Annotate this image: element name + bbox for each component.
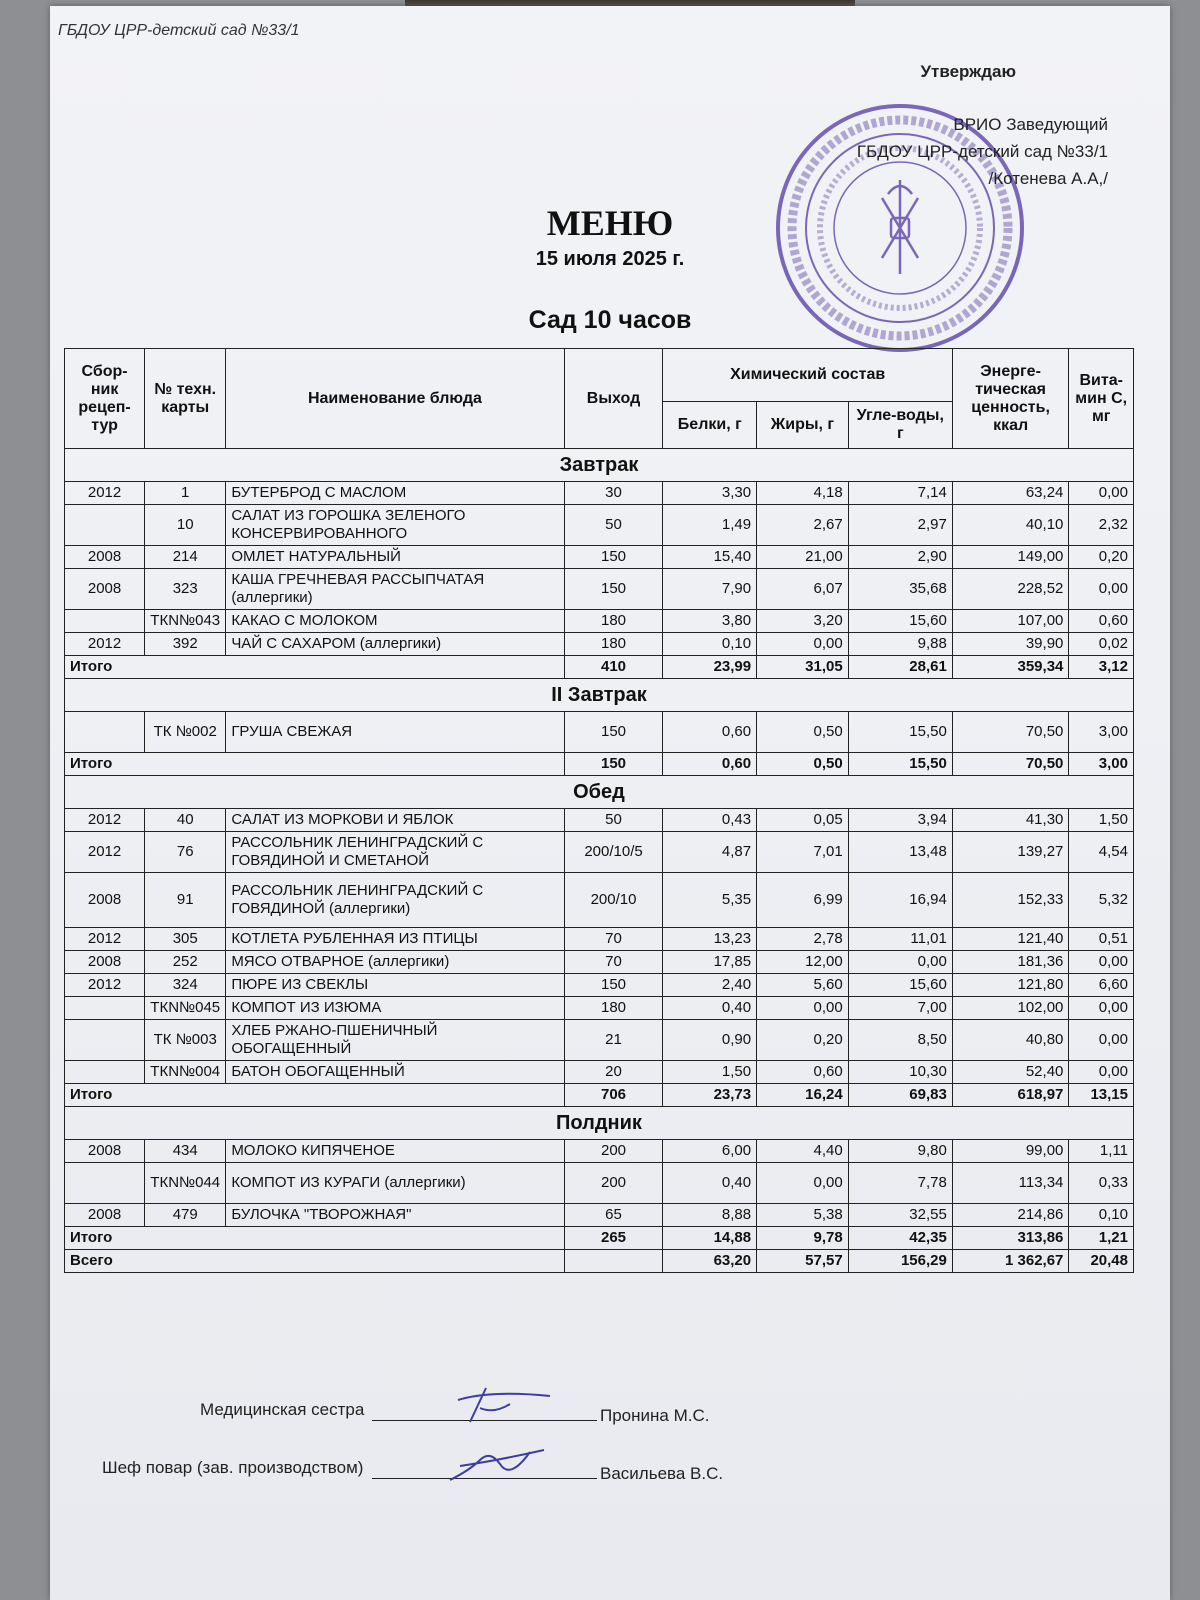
grand-total-carbs: 156,29 [848,1250,952,1273]
cell-vitamin: 0,10 [1069,1204,1134,1227]
grand-total-output [564,1250,663,1273]
cell-card: 479 [145,1204,226,1227]
section-title: II Завтрак [65,679,1134,712]
cell-energy: 99,00 [952,1140,1069,1163]
cell-carbs: 7,14 [848,482,952,505]
total-output: 150 [564,753,663,776]
col-card-no: № техн. карты [145,349,226,449]
cell-fat: 0,20 [757,1020,849,1061]
signature-name: Васильева В.С. [600,1464,724,1483]
total-row [65,1084,1134,1107]
cell-output: 180 [564,610,663,633]
total-carbs: 28,61 [848,656,952,679]
cell-fat: 2,78 [757,928,849,951]
cell-protein: 3,30 [663,482,757,505]
table-row [65,546,1134,569]
cell-energy: 149,00 [952,546,1069,569]
col-carbs: Угле-воды, г [848,402,952,449]
cell-dish: ГРУША СВЕЖАЯ [226,712,564,753]
organization-header: ГБДОУ ЦРР-детский сад №33/1 [58,22,300,39]
cell-carbs: 2,97 [848,505,952,546]
cell-dish: КАША ГРЕЧНЕВАЯ РАССЫПЧАТАЯ (аллергики) [226,569,564,610]
cell-card: 252 [145,951,226,974]
menu-title: МЕНЮ [546,203,674,243]
cell-output: 70 [564,951,663,974]
cell-vitamin: 0,00 [1069,482,1134,505]
table-row [65,1204,1134,1227]
cell-dish: РАССОЛЬНИК ЛЕНИНГРАДСКИЙ С ГОВЯДИНОЙ И СМЕТАНОЙ [226,832,564,873]
table-row [65,633,1134,656]
cell-card: 434 [145,1140,226,1163]
cell-output: 200/10/5 [564,832,663,873]
section-title: Завтрак [65,449,1134,482]
menu-table-wrapper [64,348,1134,1273]
cell-dish: МОЛОКО КИПЯЧЕНОЕ [226,1140,564,1163]
cell-carbs: 10,30 [848,1061,952,1084]
cell-protein: 15,40 [663,546,757,569]
cell-output: 70 [564,928,663,951]
table-row [65,1020,1134,1061]
grand-total-energy: 1 362,67 [952,1250,1069,1273]
cell-collection: 2012 [65,482,145,505]
cell-collection: 2012 [65,928,145,951]
grand-total-row [65,1250,1134,1273]
section-lunch [65,776,1134,1107]
total-row [65,656,1134,679]
cell-card: ТК №002 [145,712,226,753]
cell-fat: 21,00 [757,546,849,569]
cell-card: 40 [145,809,226,832]
cell-collection: 2008 [65,546,145,569]
total-carbs: 42,35 [848,1227,952,1250]
table-row [65,809,1134,832]
approval-institution: ГБДОУ ЦРР-детский сад №33/1 [856,142,1108,161]
cell-vitamin: 4,54 [1069,832,1134,873]
cell-fat: 4,40 [757,1140,849,1163]
cell-fat: 3,20 [757,610,849,633]
cell-card: 392 [145,633,226,656]
cell-protein: 8,88 [663,1204,757,1227]
cell-dish: ПЮРЕ ИЗ СВЕКЛЫ [226,974,564,997]
cell-dish: БУТЕРБРОД С МАСЛОМ [226,482,564,505]
cell-output: 21 [564,1020,663,1061]
cell-card: 214 [145,546,226,569]
cell-fat: 4,18 [757,482,849,505]
total-energy: 70,50 [952,753,1069,776]
cell-carbs: 9,88 [848,633,952,656]
cell-card: 1 [145,482,226,505]
cell-fat: 12,00 [757,951,849,974]
cell-dish: САЛАТ ИЗ МОРКОВИ И ЯБЛОК [226,809,564,832]
cell-carbs: 15,60 [848,610,952,633]
table-row [65,974,1134,997]
cell-collection: 2012 [65,809,145,832]
cell-protein: 7,90 [663,569,757,610]
cell-card: 324 [145,974,226,997]
cell-card: 91 [145,873,226,928]
cell-vitamin: 5,32 [1069,873,1134,928]
cell-energy: 152,33 [952,873,1069,928]
cell-output: 150 [564,974,663,997]
cell-protein: 0,60 [663,712,757,753]
cell-vitamin: 0,60 [1069,610,1134,633]
cell-protein: 0,40 [663,1163,757,1204]
menu-subtitle: Сад 10 часов [528,306,692,334]
total-label: Итого [65,656,565,679]
handwritten-signature [440,1440,550,1486]
cell-fat: 0,00 [757,633,849,656]
table-row [65,482,1134,505]
cell-protein: 1,50 [663,1061,757,1084]
cell-dish: ОМЛЕТ НАТУРАЛЬНЫЙ [226,546,564,569]
total-fat: 0,50 [757,753,849,776]
cell-fat: 0,00 [757,997,849,1020]
cell-dish: МЯСО ОТВАРНОЕ (аллергики) [226,951,564,974]
cell-fat: 2,67 [757,505,849,546]
cell-output: 65 [564,1204,663,1227]
cell-vitamin: 0,00 [1069,1061,1134,1084]
cell-vitamin: 0,51 [1069,928,1134,951]
cell-protein: 0,43 [663,809,757,832]
col-energy: Энерге-тическая ценность, ккал [952,349,1069,449]
cell-protein: 5,35 [663,873,757,928]
cell-dish: КАКАО С МОЛОКОМ [226,610,564,633]
total-label: Итого [65,753,565,776]
cell-energy: 41,30 [952,809,1069,832]
table-row [65,712,1134,753]
grand-total-vitamin: 20,48 [1069,1250,1134,1273]
table-row [65,951,1134,974]
cell-output: 200 [564,1140,663,1163]
cell-energy: 39,90 [952,633,1069,656]
cell-card: ТК №003 [145,1020,226,1061]
cell-carbs: 16,94 [848,873,952,928]
cell-protein: 4,87 [663,832,757,873]
cell-output: 20 [564,1061,663,1084]
cell-energy: 107,00 [952,610,1069,633]
cell-energy: 113,34 [952,1163,1069,1204]
total-vitamin: 3,12 [1069,656,1134,679]
table-row [65,873,1134,928]
cell-carbs: 11,01 [848,928,952,951]
cell-protein: 2,40 [663,974,757,997]
cell-vitamin: 0,33 [1069,1163,1134,1204]
cell-dish: КОМПОТ ИЗ КУРАГИ (аллергики) [226,1163,564,1204]
total-label: Итого [65,1227,565,1250]
cell-dish: САЛАТ ИЗ ГОРОШКА ЗЕЛЕНОГО КОНСЕРВИРОВАННОГО [226,505,564,546]
cell-dish: КОТЛЕТА РУБЛЕННАЯ ИЗ ПТИЦЫ [226,928,564,951]
approval-position: ВРИО Заведующий [953,115,1108,134]
cell-protein: 13,23 [663,928,757,951]
total-energy: 359,34 [952,656,1069,679]
cell-carbs: 13,48 [848,832,952,873]
cell-vitamin: 0,00 [1069,997,1134,1020]
cell-fat: 6,99 [757,873,849,928]
total-output: 410 [564,656,663,679]
cell-protein: 3,80 [663,610,757,633]
cell-card: 305 [145,928,226,951]
cell-carbs: 15,60 [848,974,952,997]
approval-title: Утверждаю [920,62,1016,81]
cell-energy: 102,00 [952,997,1069,1020]
signature-role: Шеф повар (зав. производством) [102,1458,364,1477]
col-fat: Жиры, г [757,402,849,449]
cell-energy: 181,36 [952,951,1069,974]
cell-energy: 139,27 [952,832,1069,873]
cell-carbs: 35,68 [848,569,952,610]
cell-vitamin: 1,11 [1069,1140,1134,1163]
cell-vitamin: 6,60 [1069,974,1134,997]
section-second-breakfast [65,679,1134,776]
cell-dish: БАТОН ОБОГАЩЕННЫЙ [226,1061,564,1084]
cell-dish: КОМПОТ ИЗ ИЗЮМА [226,997,564,1020]
cell-collection [65,997,145,1020]
cell-card: 10 [145,505,226,546]
cell-energy: 63,24 [952,482,1069,505]
cell-output: 50 [564,809,663,832]
cell-collection [65,1020,145,1061]
cell-fat: 0,60 [757,1061,849,1084]
cell-protein: 0,90 [663,1020,757,1061]
cell-energy: 40,10 [952,505,1069,546]
cell-collection: 2008 [65,873,145,928]
table-row [65,1140,1134,1163]
cell-output: 200/10 [564,873,663,928]
cell-output: 50 [564,505,663,546]
total-carbs: 15,50 [848,753,952,776]
cell-vitamin: 0,00 [1069,1020,1134,1061]
cell-carbs: 0,00 [848,951,952,974]
cell-dish: ХЛЕБ РЖАНО-ПШЕНИЧНЫЙ ОБОГАЩЕННЫЙ [226,1020,564,1061]
approval-name: /Котенева А.А,/ [988,169,1108,188]
total-fat: 16,24 [757,1084,849,1107]
menu-date: 15 июля 2025 г. [535,248,685,270]
total-row [65,753,1134,776]
menu-table [64,348,1134,1273]
col-chemical: Химический состав [663,349,952,402]
cell-output: 200 [564,1163,663,1204]
cell-protein: 0,40 [663,997,757,1020]
cell-carbs: 9,80 [848,1140,952,1163]
cell-vitamin: 0,00 [1069,951,1134,974]
total-fat: 9,78 [757,1227,849,1250]
cell-carbs: 7,78 [848,1163,952,1204]
menu-document [50,6,1170,1600]
cell-vitamin: 0,00 [1069,569,1134,610]
table-row [65,610,1134,633]
col-collection: Сбор-ник рецеп-тур [65,349,145,449]
cell-collection [65,610,145,633]
cell-protein: 6,00 [663,1140,757,1163]
cell-output: 150 [564,569,663,610]
cell-fat: 0,50 [757,712,849,753]
cell-protein: 1,49 [663,505,757,546]
cell-card: 76 [145,832,226,873]
cell-dish: ЧАЙ С САХАРОМ (аллергики) [226,633,564,656]
cell-vitamin: 2,32 [1069,505,1134,546]
total-energy: 313,86 [952,1227,1069,1250]
cell-dish: БУЛОЧКА "ТВОРОЖНАЯ" [226,1204,564,1227]
total-label: Итого [65,1084,565,1107]
handwritten-signature [450,1382,560,1428]
table-row [65,928,1134,951]
signature-role: Медицинская сестра [200,1400,365,1419]
total-output: 265 [564,1227,663,1250]
cell-vitamin: 1,50 [1069,809,1134,832]
section-snack [65,1107,1134,1273]
cell-output: 150 [564,546,663,569]
total-vitamin: 3,00 [1069,753,1134,776]
cell-card: ТКN№044 [145,1163,226,1204]
table-row [65,1163,1134,1204]
cell-output: 150 [564,712,663,753]
section-breakfast [65,449,1134,679]
cell-energy: 228,52 [952,569,1069,610]
total-output: 706 [564,1084,663,1107]
cell-output: 180 [564,997,663,1020]
col-output: Выход [564,349,663,449]
table-row [65,569,1134,610]
cell-vitamin: 3,00 [1069,712,1134,753]
total-protein: 0,60 [663,753,757,776]
cell-vitamin: 0,02 [1069,633,1134,656]
section-title: Обед [65,776,1134,809]
cell-fat: 5,60 [757,974,849,997]
total-row [65,1227,1134,1250]
cell-energy: 40,80 [952,1020,1069,1061]
cell-collection [65,1061,145,1084]
cell-collection: 2008 [65,1204,145,1227]
total-fat: 31,05 [757,656,849,679]
cell-energy: 70,50 [952,712,1069,753]
col-protein: Белки, г [663,402,757,449]
cell-protein: 0,10 [663,633,757,656]
cell-energy: 121,40 [952,928,1069,951]
cell-energy: 121,80 [952,974,1069,997]
cell-dish: РАССОЛЬНИК ЛЕНИНГРАДСКИЙ С ГОВЯДИНОЙ (аллергики) [226,873,564,928]
total-protein: 23,99 [663,656,757,679]
approval-block [857,58,1108,192]
cell-collection [65,712,145,753]
cell-fat: 5,38 [757,1204,849,1227]
cell-collection: 2008 [65,951,145,974]
cell-collection: 2012 [65,633,145,656]
cell-card: 323 [145,569,226,610]
total-protein: 23,73 [663,1084,757,1107]
total-energy: 618,97 [952,1084,1069,1107]
total-carbs: 69,83 [848,1084,952,1107]
cell-energy: 52,40 [952,1061,1069,1084]
cell-carbs: 15,50 [848,712,952,753]
cell-fat: 7,01 [757,832,849,873]
cell-collection: 2008 [65,1140,145,1163]
cell-protein: 17,85 [663,951,757,974]
cell-card: ТКN№045 [145,997,226,1020]
section-title: Полдник [65,1107,1134,1140]
cell-carbs: 2,90 [848,546,952,569]
table-row [65,997,1134,1020]
cell-carbs: 32,55 [848,1204,952,1227]
cell-card: ТКN№043 [145,610,226,633]
total-protein: 14,88 [663,1227,757,1250]
cell-output: 30 [564,482,663,505]
cell-fat: 0,05 [757,809,849,832]
cell-fat: 6,07 [757,569,849,610]
col-vitamin: Вита-мин С, мг [1069,349,1134,449]
cell-carbs: 8,50 [848,1020,952,1061]
cell-energy: 214,86 [952,1204,1069,1227]
table-row [65,1061,1134,1084]
grand-total-label: Всего [65,1250,565,1273]
table-row [65,505,1134,546]
grand-total-fat: 57,57 [757,1250,849,1273]
cell-carbs: 7,00 [848,997,952,1020]
cell-collection: 2012 [65,832,145,873]
cell-carbs: 3,94 [848,809,952,832]
total-vitamin: 1,21 [1069,1227,1134,1250]
cell-collection [65,505,145,546]
signature-name: Пронина М.С. [600,1406,710,1425]
cell-collection [65,1163,145,1204]
grand-total-protein: 63,20 [663,1250,757,1273]
cell-card: ТКN№004 [145,1061,226,1084]
cell-fat: 0,00 [757,1163,849,1204]
col-dish: Наименование блюда [226,349,564,449]
cell-output: 180 [564,633,663,656]
total-vitamin: 13,15 [1069,1084,1134,1107]
cell-collection: 2008 [65,569,145,610]
cell-collection: 2012 [65,974,145,997]
cell-vitamin: 0,20 [1069,546,1134,569]
table-row [65,832,1134,873]
